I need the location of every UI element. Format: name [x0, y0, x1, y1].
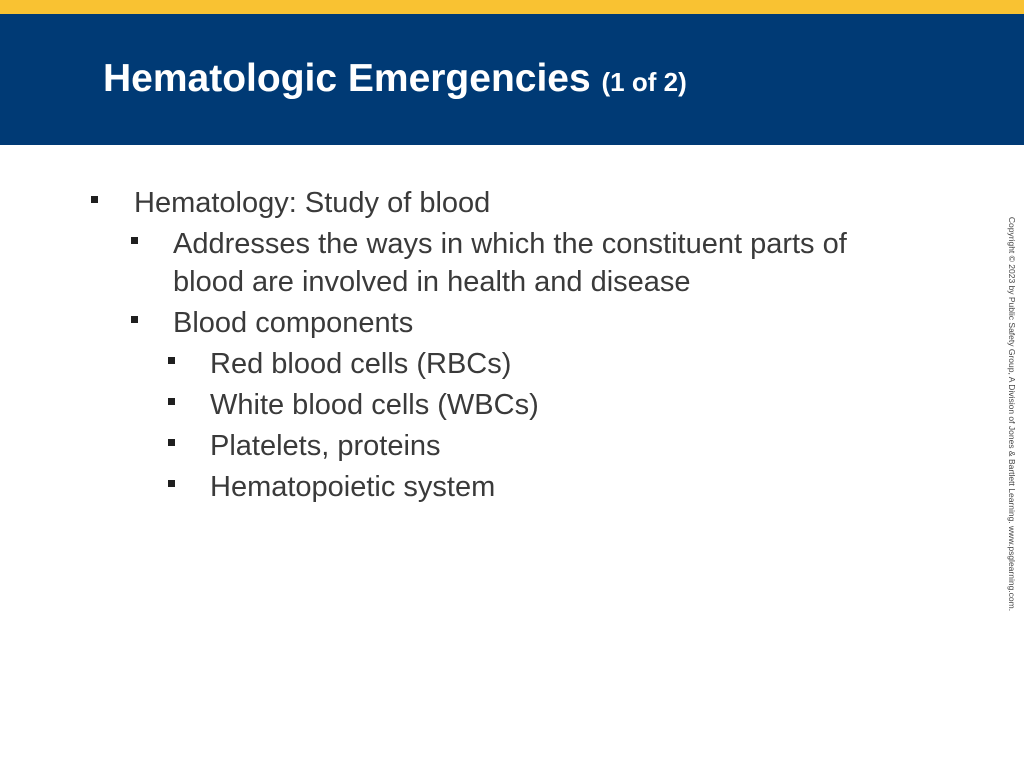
square-bullet-icon	[131, 316, 138, 323]
bullet-text: Blood components	[173, 307, 414, 339]
bullet-text: Addresses the ways in which the constituent parts of blood are involved in health and disease	[173, 228, 847, 298]
bullet-item	[0, 468, 960, 506]
slide-title	[103, 54, 687, 107]
square-bullet-icon	[168, 357, 175, 364]
slide-title-main: Hematologic Emergencies	[103, 57, 591, 100]
square-bullet-icon	[168, 439, 175, 446]
copyright-notice: Copyright © 2023 by Public Safety Group, A Division of Jones & Bartlett Learning. www.psglearning.com.	[1007, 216, 1017, 612]
square-bullet-icon	[131, 237, 138, 244]
bullet-item	[0, 304, 913, 342]
bullet-text: Red blood cells (RBCs)	[210, 348, 512, 380]
square-bullet-icon	[91, 196, 98, 203]
square-bullet-icon	[168, 398, 175, 405]
bullet-item	[0, 225, 913, 301]
square-bullet-icon	[168, 480, 175, 487]
bullet-list	[0, 184, 960, 509]
bullet-text: Hematology: Study of blood	[134, 187, 491, 219]
bullet-text: Hematopoietic system	[210, 471, 496, 503]
bullet-item	[0, 184, 960, 222]
bullet-item	[0, 345, 960, 383]
bullet-item	[0, 386, 960, 424]
bullet-item	[0, 427, 960, 465]
slide-title-suffix: (1 of 2)	[601, 67, 687, 97]
accent-bar	[0, 0, 1024, 14]
bullet-text: White blood cells (WBCs)	[210, 389, 539, 421]
bullet-text: Platelets, proteins	[210, 430, 441, 462]
